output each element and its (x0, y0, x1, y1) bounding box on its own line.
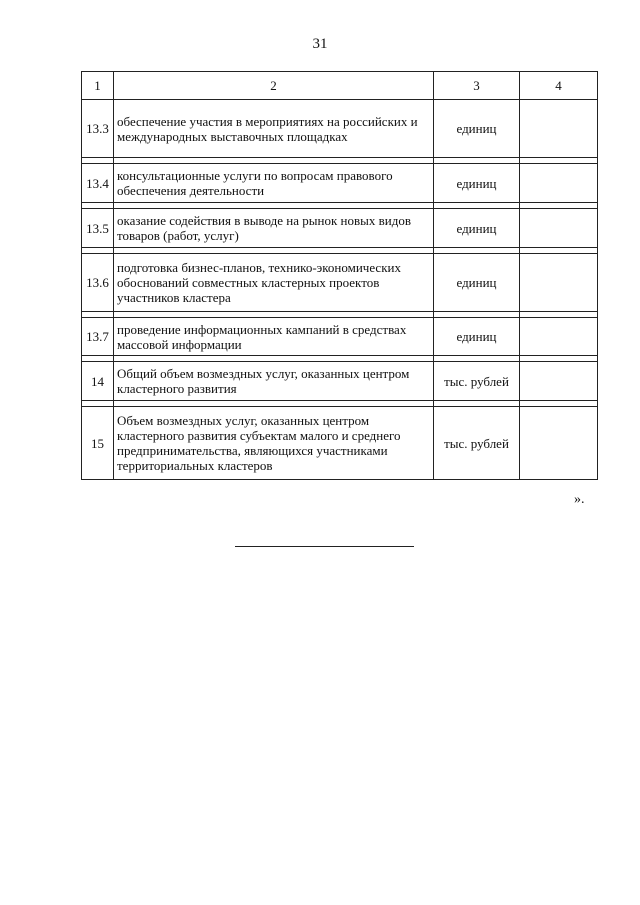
column-header-2: 2 (114, 72, 434, 100)
row-number: 13.6 (82, 254, 114, 312)
row-unit: единиц (434, 209, 520, 248)
column-header-1: 1 (82, 72, 114, 100)
row-number: 13.3 (82, 100, 114, 158)
table-row (82, 164, 598, 203)
row-unit: тыс. рублей (434, 362, 520, 401)
page-number: 31 (312, 36, 328, 52)
table-row (82, 362, 598, 401)
row-unit: единиц (434, 100, 520, 158)
row-unit: тыс. рублей (434, 407, 520, 480)
row-description: Объем возмездных услуг, оказанных центром кластерного развития субъектам малого и среднего предпринимательства, являющихся участниками территориальных кластеров (114, 407, 434, 480)
row-unit: единиц (434, 164, 520, 203)
row-description: оказание содействия в выводе на рынок новых видов товаров (работ, услуг) (114, 209, 434, 248)
row-value (520, 254, 598, 312)
row-description: Общий объем возмездных услуг, оказанных центром кластерного развития (114, 362, 434, 401)
row-value (520, 100, 598, 158)
table-header-row (82, 72, 598, 100)
table-row (82, 100, 598, 158)
row-number: 15 (82, 407, 114, 480)
row-description: подготовка бизнес-планов, технико-экономических обоснований совместных кластерных проектов участников кластера (114, 254, 434, 312)
table-row (82, 318, 598, 356)
row-number: 13.5 (82, 209, 114, 248)
closing-quote: ». (574, 492, 585, 507)
row-value (520, 318, 598, 356)
row-number: 13.4 (82, 164, 114, 203)
table-row (82, 407, 598, 480)
row-description: проведение информационных кампаний в средствах массовой информации (114, 318, 434, 356)
end-divider-line (235, 546, 414, 547)
row-value (520, 209, 598, 248)
row-description: консультационные услуги по вопросам правового обеспечения деятельности (114, 164, 434, 203)
table-row (82, 209, 598, 248)
indicators-table (81, 71, 598, 480)
column-header-3: 3 (434, 72, 520, 100)
row-value (520, 362, 598, 401)
row-number: 14 (82, 362, 114, 401)
column-header-4: 4 (520, 72, 598, 100)
row-description: обеспечение участия в мероприятиях на российских и международных выставочных площадках (114, 100, 434, 158)
row-unit: единиц (434, 254, 520, 312)
row-value (520, 164, 598, 203)
row-unit: единиц (434, 318, 520, 356)
row-value (520, 407, 598, 480)
table-row (82, 254, 598, 312)
row-number: 13.7 (82, 318, 114, 356)
